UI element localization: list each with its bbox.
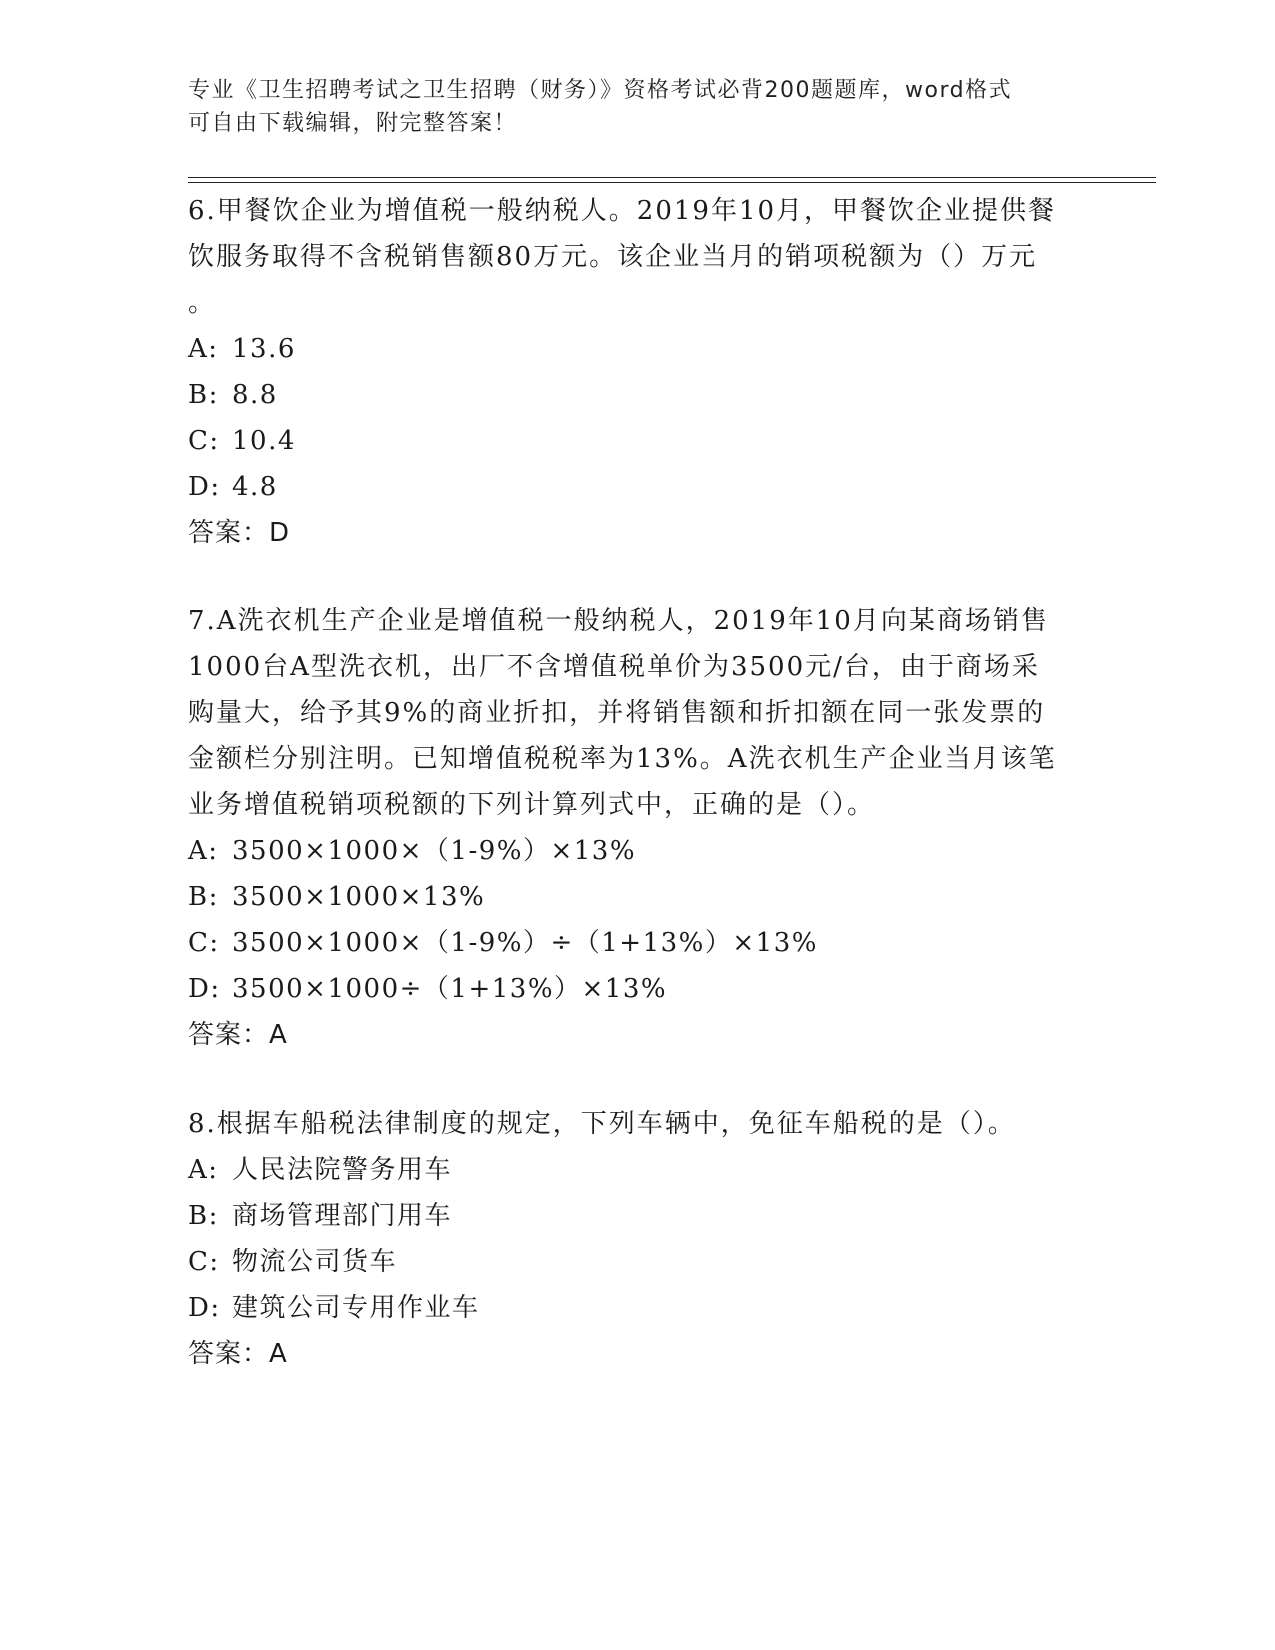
option-d (188, 1285, 1088, 1331)
option-text: 人民法院警务用车 (232, 1155, 453, 1185)
option-key: C: (188, 426, 220, 456)
option-key: C: (188, 928, 220, 958)
option-b (188, 372, 1088, 418)
question-stem-line: 1000台A型洗衣机，出厂不含增值税单价为3500元/台，由于商场采 (188, 652, 1040, 682)
option-key: A: (188, 1155, 219, 1185)
question-stem-line: 金额栏分别注明。已知增值税税率为13%。A洗衣机生产企业当月该笔 (188, 744, 1057, 774)
option-d (188, 464, 1088, 510)
option-text: 3500×1000÷（1+13%）×13% (232, 974, 668, 1004)
option-text: 13.6 (232, 334, 296, 364)
option-key: D: (188, 974, 221, 1004)
option-key: B: (188, 380, 219, 410)
option-text: 物流公司货车 (232, 1247, 398, 1277)
header-divider-top (188, 177, 1156, 178)
question-6 (188, 188, 1088, 556)
question-7 (188, 598, 1088, 1058)
question-stem-line: 购量大，给予其9%的商业折扣，并将销售额和折扣额在同一张发票的 (188, 698, 1046, 728)
option-a (188, 326, 1088, 372)
question-stem-line: 业务增值税销项税额的下列计算列式中，正确的是（）。 (188, 790, 876, 820)
option-key: D: (188, 1293, 221, 1323)
option-key: A: (188, 334, 219, 364)
option-c (188, 920, 1088, 966)
option-d (188, 966, 1088, 1012)
option-b (188, 874, 1088, 920)
answer-line: 答案：A (188, 1339, 288, 1369)
option-text: 8.8 (232, 380, 278, 410)
question-8 (188, 1101, 1088, 1377)
question-stem-line: 8.根据车船税法律制度的规定，下列车辆中，免征车船税的是（）。 (188, 1109, 1016, 1139)
option-key: D: (188, 472, 221, 502)
option-key: A: (188, 836, 219, 866)
header-line-1: 专业《卫生招聘考试之卫生招聘（财务）》资格考试必背200题题库，word格式 (188, 78, 1013, 103)
option-key: B: (188, 882, 219, 912)
question-stem-line: 饮服务取得不含税销售额80万元。该企业当月的销项税额为（）万元 (188, 242, 1038, 272)
option-text: 建筑公司专用作业车 (232, 1293, 480, 1323)
option-c (188, 1239, 1088, 1285)
question-stem-line: 7.A洗衣机生产企业是增值税一般纳税人，2019年10月向某商场销售 (188, 606, 1049, 636)
option-key: C: (188, 1247, 220, 1277)
question-stem-line: 6.甲餐饮企业为增值税一般纳税人。2019年10月，甲餐饮企业提供餐 (188, 196, 1057, 226)
header-divider-bottom (188, 182, 1156, 183)
option-a (188, 1147, 1088, 1193)
document-header (188, 74, 1088, 140)
option-text: 3500×1000×13% (232, 882, 486, 912)
option-key: B: (188, 1201, 219, 1231)
option-text: 4.8 (232, 472, 278, 502)
option-b (188, 1193, 1088, 1239)
answer-line: 答案：A (188, 1020, 288, 1050)
question-stem-line: 。 (188, 288, 217, 318)
option-a (188, 828, 1088, 874)
answer-line: 答案：D (188, 518, 291, 548)
option-text: 3500×1000×（1-9%）×13% (232, 836, 637, 866)
header-line-2: 可自由下载编辑，附完整答案！ (188, 111, 518, 136)
option-text: 商场管理部门用车 (232, 1201, 453, 1231)
option-text: 3500×1000×（1-9%）÷（1+13%）×13% (232, 928, 818, 958)
option-c (188, 418, 1088, 464)
option-text: 10.4 (232, 426, 296, 456)
